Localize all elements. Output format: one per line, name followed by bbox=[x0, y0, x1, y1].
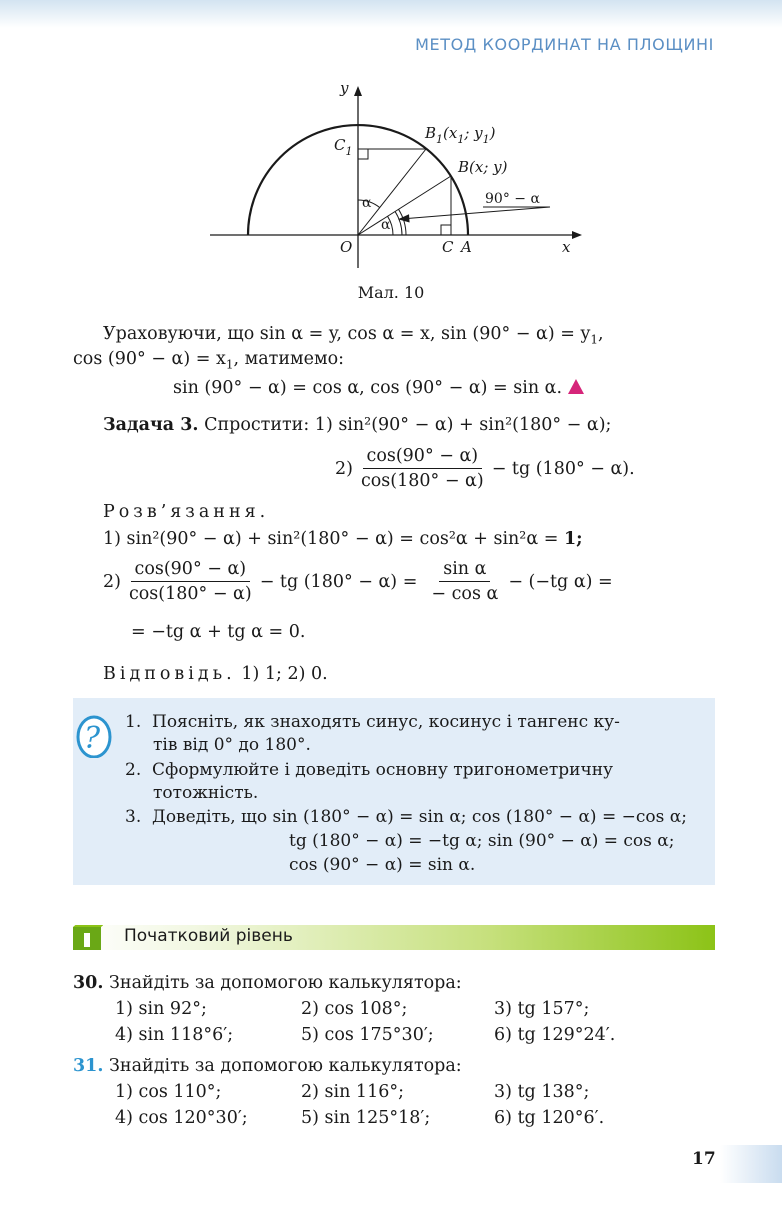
exercise-30-item-4: 4) sin 118°6′; bbox=[115, 1025, 234, 1045]
exercise-31-item-1: 1) cos 110°; bbox=[115, 1082, 222, 1102]
solution-fraction-2: $\frac{\text{sin α}}{\text{− cos α}}$ bbox=[431, 559, 499, 604]
exercise-30-item-2: 2) cos 108°; bbox=[301, 999, 408, 1019]
right-angle-c1 bbox=[358, 149, 368, 159]
right-angle-c bbox=[441, 225, 451, 235]
question-3-line-3: cos (90° − α) = sin α. bbox=[289, 855, 476, 875]
a-label: A bbox=[461, 238, 472, 256]
task-3-line-2: 2) $\frac{\cos(90^\circ - \alpha)}{\cos(180^\circ - \alpha)}$ − tg (180° − α). bbox=[335, 446, 635, 491]
c1-label: $C_1$ bbox=[334, 136, 353, 158]
proof-line-2: $\cos (90^\circ - \alpha) = x_1$, матимемо: bbox=[73, 349, 344, 372]
exercise-30-item-1: 1) sin 92°; bbox=[115, 999, 207, 1019]
exercise-30-item-6: 6) tg 129°24′. bbox=[494, 1025, 616, 1045]
solution-heading: Розв’язання. bbox=[103, 502, 270, 522]
question-mark-icon bbox=[76, 710, 114, 758]
solution-step-1: 1) sin²(90° − α) + sin²(180° − α) = cos²α + sin²α = 1; bbox=[103, 529, 583, 549]
y-axis-arrow bbox=[354, 86, 362, 96]
radius-ob bbox=[358, 176, 451, 235]
task-fraction: $\frac{\cos(90^\circ - \alpha)}{\cos(180^\circ - \alpha)}$ bbox=[360, 446, 484, 491]
question-2-line-1: 2. Сформулюйте і доведіть основну тригонометричну bbox=[125, 760, 614, 780]
pointer-line bbox=[401, 207, 550, 219]
task-label: Задача 3. bbox=[103, 415, 199, 435]
top-band bbox=[0, 0, 782, 28]
b1-label: $B_1(x_1$; $y_1$) bbox=[425, 124, 496, 146]
task-3-line-1: Задача 3. Спростити: 1) sin²(90° − α) + sin²(180° − α); bbox=[103, 415, 612, 435]
arc-angle-1 bbox=[395, 211, 402, 235]
c-label: C bbox=[442, 238, 454, 256]
exercise-31-item-3: 3) tg 138°; bbox=[494, 1082, 590, 1102]
exercise-31-item-4: 4) cos 120°30′; bbox=[115, 1108, 248, 1128]
unit-semicircle-figure bbox=[200, 72, 590, 272]
question-1-line-1: 1. Поясніть, як знаходять синус, косинус і тангенс ку- bbox=[125, 712, 620, 732]
question-3-line-2: tg (180° − α) = −tg α; sin (90° − α) = cos α; bbox=[289, 831, 675, 851]
question-2-line-2: тотожність. bbox=[153, 783, 259, 803]
alpha-lower-label: α bbox=[381, 217, 391, 233]
b-label: B(x; y) bbox=[458, 158, 508, 176]
solution-fraction-1: $\frac{\cos(90^\circ - \alpha)}{\cos(180^\circ - \alpha)}$ bbox=[128, 559, 252, 604]
review-questions-box bbox=[73, 698, 715, 885]
x-axis-arrow bbox=[572, 231, 582, 239]
question-1-line-2: тів від 0° до 180°. bbox=[153, 735, 311, 755]
proof-line-3: sin (90° − α) = cos α, cos (90° − α) = sin α. bbox=[173, 375, 584, 401]
end-of-proof-triangle-icon bbox=[568, 379, 584, 394]
exercise-30-item-3: 3) tg 157°; bbox=[494, 999, 590, 1019]
exercise-31-item-2: 2) sin 116°; bbox=[301, 1082, 404, 1102]
question-3-line-1: 3. Доведіть, що sin (180° − α) = sin α; cos (180° − α) = −cos α; bbox=[125, 807, 687, 827]
solution-step-3: = −tg α + tg α = 0. bbox=[131, 622, 306, 642]
level-one-icon bbox=[73, 925, 103, 950]
exercise-30-title: 30. Знайдіть за допомогою калькулятора: bbox=[73, 973, 462, 993]
figure-caption: Мал. 10 bbox=[357, 283, 425, 302]
page-number-band bbox=[720, 1145, 782, 1183]
running-title: МЕТОД КООРДИНАТ НА ПЛОЩИНІ bbox=[415, 35, 714, 54]
answer-line: Відповідь. 1) 1; 2) 0. bbox=[103, 664, 328, 684]
exercise-30-item-5: 5) cos 175°30′; bbox=[301, 1025, 434, 1045]
exercise-31-item-5: 5) sin 125°18′; bbox=[301, 1108, 431, 1128]
alpha-upper-label: α bbox=[362, 195, 372, 211]
page-number: 17 bbox=[692, 1149, 716, 1169]
exercise-31-item-6: 6) tg 120°6′. bbox=[494, 1108, 605, 1128]
level-label: Початковий рівень bbox=[124, 926, 293, 946]
origin-label: O bbox=[340, 238, 353, 256]
angle-label: 90° − α bbox=[485, 191, 540, 207]
level-bar bbox=[73, 925, 715, 950]
svg-text:?: ? bbox=[84, 721, 101, 756]
x-axis-label: x bbox=[562, 238, 571, 256]
solution-step-2: 2) $\frac{\cos(90^\circ - \alpha)}{\cos(180^\circ - \alpha)}$ − tg (180° − α) = $\frac{\text{sin α}}{\text{− cos α}}$ − (−tg α) = bbox=[103, 559, 613, 604]
y-axis-label: y bbox=[340, 79, 349, 97]
radius-ob1 bbox=[358, 149, 426, 235]
exercise-31-title: 31. Знайдіть за допомогою калькулятора: bbox=[73, 1056, 462, 1076]
proof-line-1: Ураховуючи, що sin α = y, cos α = x, $\sin (90^\circ - \alpha) = y_1$, bbox=[103, 324, 604, 347]
